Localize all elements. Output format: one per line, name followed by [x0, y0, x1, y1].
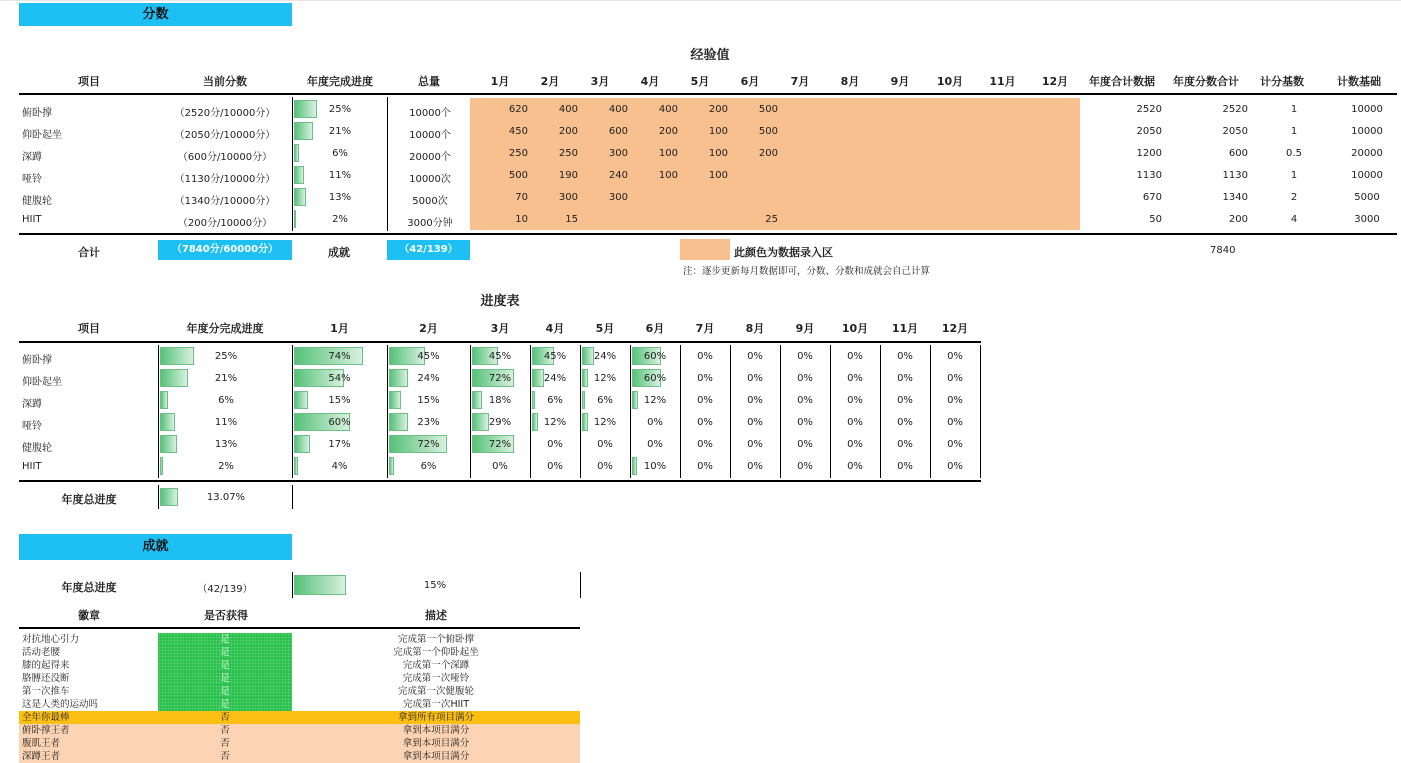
experience-row-month-value[interactable]: 500 — [508, 170, 528, 181]
experience-row-month-value[interactable]: 250 — [558, 148, 578, 159]
badge-desc: 拿到本项目满分 — [402, 738, 470, 749]
progress-row-annual-label: 25% — [214, 351, 238, 362]
badge-name: 活动老腰 — [22, 647, 61, 658]
progress-row-month-label: 0% — [647, 439, 663, 450]
experience-header-17: 年度分数合计 — [1173, 75, 1239, 88]
progress-row-month-label: 0% — [847, 439, 863, 450]
badge-desc: 完成第一个俯卧撑 — [397, 634, 474, 645]
experience-row-month-value[interactable]: 400 — [558, 104, 578, 115]
experience-row-month-value[interactable]: 100 — [708, 126, 728, 137]
progress-row-month-label: 23% — [417, 417, 440, 428]
badge-name: 腹肌王者 — [22, 738, 61, 749]
badge-got: 否 — [220, 738, 230, 749]
progress-row-name: 俯卧撑 — [22, 355, 52, 366]
experience-row-basis: 10000 — [1351, 104, 1383, 115]
progress-row-month-label: 24% — [543, 373, 567, 384]
progress-row-annual-label: 21% — [214, 373, 238, 384]
progress-grid-divider — [930, 345, 931, 478]
progress-row-month-label: 0% — [747, 417, 763, 428]
experience-achievement-label: 成就 — [328, 246, 350, 259]
experience-header-11: 8月 — [840, 75, 860, 88]
progress-grid-divider — [980, 345, 981, 478]
experience-row-month-value[interactable]: 200 — [758, 148, 778, 159]
progress-row-month-label: 24% — [593, 351, 617, 362]
experience-row-base: 1 — [1290, 126, 1298, 137]
progress-row-month-label: 0% — [897, 461, 913, 472]
experience-row-month-value[interactable]: 100 — [658, 170, 678, 181]
progress-total-divider-left — [158, 485, 159, 509]
progress-row-month-label: 0% — [747, 461, 763, 472]
badge-header-underline — [19, 627, 580, 629]
experience-row-name: 仰卧起坐 — [22, 130, 62, 141]
progress-row-month-label: 0% — [547, 461, 563, 472]
progress-row-month-label: 45% — [488, 351, 512, 362]
experience-header-5: 2月 — [540, 75, 560, 88]
progress-row-month-label: 18% — [488, 395, 512, 406]
progress-row-month-label: 0% — [597, 461, 613, 472]
progress-row-month-label: 72% — [417, 439, 440, 450]
experience-header-7: 4月 — [640, 75, 660, 88]
progress-header-7: 6月 — [645, 322, 665, 335]
progress-total-divider-right — [292, 485, 293, 509]
progress-header-11: 10月 — [841, 322, 869, 335]
experience-header-1: 当前分数 — [203, 75, 247, 88]
progress-grid-divider — [580, 345, 581, 478]
progress-row-annual-bar — [160, 413, 175, 431]
experience-row-score: （1130分/10000分） — [174, 174, 276, 185]
progress-header-9: 8月 — [745, 322, 765, 335]
progress-grid-divider — [680, 345, 681, 478]
progress-row-month-label: 72% — [488, 439, 512, 450]
progress-row-annual-bar — [160, 391, 168, 409]
experience-row-basis: 10000 — [1351, 170, 1383, 181]
sum-value: 7840 — [1210, 245, 1236, 256]
experience-row-progress-label: 11% — [328, 170, 352, 181]
progress-grid-divider — [530, 345, 531, 478]
progress-total-bar — [160, 488, 178, 506]
experience-row-score: （2050分/10000分） — [174, 130, 276, 141]
experience-row-total: 10000次 — [409, 174, 451, 185]
experience-total-line — [19, 233, 1397, 235]
progress-row-month-label: 60% — [643, 373, 667, 384]
badge-header-name: 徽章 — [78, 609, 100, 622]
experience-row-basis: 5000 — [1354, 192, 1380, 203]
progress-row-month-label: 12% — [593, 417, 617, 428]
experience-header-8: 5月 — [690, 75, 710, 88]
experience-header-4: 1月 — [490, 75, 510, 88]
progress-row-month-label: 0% — [797, 351, 813, 362]
experience-row-month-value[interactable]: 620 — [508, 104, 528, 115]
experience-row-year-score: 2050 — [1222, 126, 1248, 137]
experience-header-12: 9月 — [890, 75, 910, 88]
progress-row-month-label: 0% — [697, 395, 713, 406]
experience-row-basis: 10000 — [1351, 126, 1383, 137]
progress-row-month-label: 0% — [547, 439, 563, 450]
badge-name: 这是人类的运动吗 — [22, 699, 99, 710]
experience-row-month-value[interactable]: 100 — [708, 170, 728, 181]
experience-row-month-value[interactable]: 200 — [558, 126, 578, 137]
experience-row-total: 10000个 — [409, 108, 451, 119]
experience-header-9: 6月 — [740, 75, 760, 88]
progress-row-month-label: 15% — [328, 395, 351, 406]
progress-row-month-label: 60% — [643, 351, 667, 362]
progress-row-month-label: 45% — [417, 351, 440, 362]
progress-row-month-label: 0% — [897, 351, 913, 362]
progress-header-3: 2月 — [419, 322, 438, 335]
experience-row-year-data: 670 — [1142, 192, 1162, 203]
badge-name: 俯卧撑王者 — [22, 725, 70, 736]
section-title-score: 分数 — [19, 3, 292, 26]
experience-header-15: 12月 — [1041, 75, 1069, 88]
data-entry-area[interactable] — [470, 98, 1080, 230]
progress-row-month-label: 12% — [643, 395, 667, 406]
progress-row-month-label: 0% — [697, 351, 713, 362]
progress-row-month-label: 54% — [328, 373, 351, 384]
progress-row-month-label: 0% — [947, 439, 963, 450]
progress-row-month-label: 0% — [697, 461, 713, 472]
experience-row-base: 4 — [1290, 214, 1298, 225]
progress-header-6: 5月 — [595, 322, 615, 335]
legend-text: 此颜色为数据录入区 — [734, 246, 833, 259]
progress-row-month-label: 6% — [420, 461, 437, 472]
experience-progress-divider-left — [292, 97, 293, 231]
progress-row-month-label: 0% — [597, 439, 613, 450]
badge-desc: 拿到本项目满分 — [402, 725, 470, 736]
experience-row-month-value[interactable]: 100 — [708, 148, 728, 159]
progress-header-4: 3月 — [490, 322, 510, 335]
experience-row-progress-label: 6% — [332, 148, 348, 159]
achievement-progress-divider-left — [292, 572, 293, 598]
progress-grid-divider — [630, 345, 631, 478]
experience-row-month-value[interactable]: 250 — [508, 148, 528, 159]
experience-row-year-score: 200 — [1228, 214, 1248, 225]
progress-row-month-label: 0% — [847, 395, 863, 406]
experience-row-name: HIIT — [22, 214, 42, 225]
progress-header-8: 7月 — [695, 322, 715, 335]
progress-grid-divider — [470, 345, 471, 478]
progress-row-month-label: 29% — [488, 417, 512, 428]
badge-desc: 完成第一个仰卧起坐 — [393, 647, 479, 658]
progress-row-month-label: 12% — [593, 373, 617, 384]
badge-got: 否 — [220, 712, 230, 723]
progress-row-month-label: 10% — [643, 461, 667, 472]
progress-header-10: 9月 — [795, 322, 815, 335]
badge-desc: 完成第一个深蹲 — [402, 660, 470, 671]
badge-name: 全年你最棒 — [22, 712, 70, 723]
badge-got: 是 — [220, 634, 230, 645]
experience-header-2: 年度完成进度 — [307, 75, 373, 88]
experience-row-total: 10000个 — [409, 130, 451, 141]
experience-row-month-value[interactable]: 100 — [658, 148, 678, 159]
achievement-total-value: （42/139） — [197, 584, 253, 595]
experience-row-progress-bar — [294, 144, 299, 162]
progress-row-name: 仰卧起坐 — [22, 377, 62, 388]
experience-achievement-value: （42/139） — [387, 240, 470, 260]
progress-row-month-label: 0% — [947, 373, 963, 384]
progress-row-month-label: 0% — [947, 461, 963, 472]
experience-row-month-value[interactable]: 25 — [765, 214, 778, 225]
experience-row-total: 20000个 — [409, 152, 451, 163]
progress-row-month-label: 0% — [897, 395, 913, 406]
experience-row-progress-bar — [294, 122, 313, 140]
progress-row-month-label: 17% — [328, 439, 351, 450]
badge-desc: 拿到所有项目满分 — [397, 712, 474, 723]
section-title-achievement: 成就 — [19, 534, 292, 560]
experience-row-year-data: 2520 — [1136, 104, 1162, 115]
progress-grid-divider — [387, 345, 388, 478]
experience-row-month-value[interactable]: 300 — [608, 192, 628, 203]
progress-row-month-label: 72% — [488, 373, 512, 384]
experience-row-score: （2520分/10000分） — [174, 108, 276, 119]
badge-header-desc: 描述 — [425, 609, 447, 622]
experience-row-year-score: 2520 — [1222, 104, 1248, 115]
progress-row-annual-bar — [160, 347, 194, 365]
badge-got: 否 — [220, 751, 230, 762]
achievement-progress-divider-right — [580, 572, 581, 598]
experience-row-progress-bar — [294, 210, 296, 228]
progress-total-value: 13.07% — [206, 492, 246, 503]
experience-header-10: 7月 — [790, 75, 810, 88]
progress-row-month-label: 0% — [847, 461, 863, 472]
badge-name: 膝的起得来 — [22, 660, 70, 671]
experience-row-year-data: 1200 — [1136, 148, 1162, 159]
badge-name: 第一次推车 — [22, 686, 70, 697]
experience-row-month-value[interactable]: 400 — [658, 104, 678, 115]
note-text: 注：逐步更新每月数据即可，分数、分数和成就会自己计算 — [683, 266, 931, 277]
progress-header-5: 4月 — [545, 322, 565, 335]
experience-header-0: 项目 — [78, 75, 100, 88]
progress-row-month-label: 0% — [747, 373, 763, 384]
experience-header-18: 计分基数 — [1260, 75, 1304, 88]
experience-row-month-value[interactable]: 300 — [608, 148, 628, 159]
badge-got: 是 — [220, 660, 230, 671]
progress-row-month-label: 0% — [492, 461, 508, 472]
badge-got: 否 — [220, 725, 230, 736]
achievement-progress-bar — [294, 575, 346, 595]
progress-total-line — [19, 480, 981, 482]
achievement-total-label: 年度总进度 — [61, 581, 117, 594]
progress-grid-divider — [830, 345, 831, 478]
badge-got: 是 — [220, 686, 230, 697]
experience-row-basis: 20000 — [1351, 148, 1383, 159]
experience-row-name: 健腹轮 — [22, 196, 52, 207]
progress-row-month-label: 0% — [797, 417, 813, 428]
progress-row-month-label: 0% — [797, 461, 813, 472]
experience-row-total: 5000次 — [412, 196, 448, 207]
progress-row-month-label: 6% — [547, 395, 563, 406]
progress-row-month-label: 0% — [697, 417, 713, 428]
experience-header-6: 3月 — [590, 75, 610, 88]
experience-title: 经验值 — [690, 48, 730, 63]
experience-header-14: 11月 — [989, 75, 1016, 88]
progress-row-month-label: 60% — [328, 417, 351, 428]
experience-row-name: 俯卧撑 — [22, 108, 52, 119]
experience-row-year-data: 50 — [1149, 214, 1162, 225]
experience-progress-divider-right — [387, 97, 388, 231]
experience-row-month-value[interactable]: 450 — [508, 126, 528, 137]
experience-row-month-value[interactable]: 500 — [758, 126, 778, 137]
sheet-top-border — [0, 0, 1401, 1]
experience-header-19: 计数基础 — [1337, 75, 1381, 88]
progress-row-month-label: 0% — [847, 417, 863, 428]
progress-row-annual-label: 6% — [218, 395, 234, 406]
progress-row-month-label: 0% — [847, 373, 863, 384]
experience-row-month-value[interactable]: 400 — [608, 104, 628, 115]
progress-row-name: 深蹲 — [22, 399, 42, 410]
progress-row-month-label: 6% — [597, 395, 613, 406]
experience-row-year-data: 1130 — [1136, 170, 1162, 181]
badge-desc: 拿到本项目满分 — [402, 751, 470, 762]
experience-row-name: 哑铃 — [22, 174, 42, 185]
experience-row-total: 3000分钟 — [407, 218, 453, 229]
progress-table-title: 进度表 — [480, 294, 520, 309]
experience-row-year-score: 600 — [1228, 148, 1248, 159]
progress-row-name: HIIT — [22, 461, 42, 472]
progress-row-annual-label: 11% — [214, 417, 238, 428]
experience-row-month-value[interactable]: 70 — [515, 192, 528, 203]
progress-row-month-label: 15% — [417, 395, 440, 406]
experience-row-year-data: 2050 — [1136, 126, 1162, 137]
experience-row-score: （600分/10000分） — [177, 152, 273, 163]
experience-row-month-value[interactable]: 200 — [658, 126, 678, 137]
experience-row-month-value[interactable]: 300 — [558, 192, 578, 203]
experience-row-month-value[interactable]: 240 — [608, 170, 628, 181]
progress-row-annual-bar — [160, 435, 177, 453]
progress-total-label: 年度总进度 — [61, 493, 117, 506]
badge-header-got: 是否获得 — [204, 609, 248, 622]
experience-header-3: 总量 — [418, 75, 440, 88]
progress-row-month-label: 0% — [897, 417, 913, 428]
progress-row-month-label: 0% — [747, 439, 763, 450]
experience-row-base: 1 — [1290, 170, 1298, 181]
progress-row-month-label: 0% — [897, 439, 913, 450]
badge-desc: 完成第一次健腹轮 — [397, 686, 474, 697]
progress-row-month-label: 0% — [797, 395, 813, 406]
progress-grid-divider — [780, 345, 781, 478]
progress-header-1: 年度分完成进度 — [186, 322, 264, 335]
experience-row-year-score: 1340 — [1222, 192, 1248, 203]
experience-row-month-value[interactable]: 500 — [758, 104, 778, 115]
experience-row-base: 2 — [1290, 192, 1298, 203]
experience-header-13: 10月 — [936, 75, 964, 88]
progress-row-month-label: 0% — [947, 351, 963, 362]
progress-row-name: 哑铃 — [22, 421, 42, 432]
badge-desc: 完成第一次哑铃 — [402, 673, 470, 684]
experience-row-month-value[interactable]: 10 — [515, 214, 528, 225]
badge-got: 是 — [220, 699, 230, 710]
experience-row-score: （200分/10000分） — [177, 218, 273, 229]
progress-row-month-label: 0% — [947, 417, 963, 428]
progress-row-annual-bar — [160, 457, 163, 475]
experience-row-month-value[interactable]: 200 — [708, 104, 728, 115]
badge-got: 是 — [220, 647, 230, 658]
badge-name: 深蹲王者 — [22, 751, 61, 762]
experience-row-progress-label: 2% — [332, 214, 348, 225]
progress-row-month-label: 0% — [747, 351, 763, 362]
progress-row-annual-label: 13% — [214, 439, 238, 450]
progress-row-month-label: 0% — [697, 373, 713, 384]
progress-row-month-label: 0% — [797, 373, 813, 384]
experience-total-value: （7840分/60000分） — [158, 240, 292, 260]
experience-total-label: 合计 — [78, 246, 100, 259]
experience-row-year-score: 1130 — [1222, 170, 1248, 181]
progress-header-12: 11月 — [891, 322, 919, 335]
progress-header-0: 项目 — [78, 322, 100, 335]
progress-header-13: 12月 — [941, 322, 969, 335]
progress-row-month-label: 12% — [543, 417, 567, 428]
experience-row-progress-bar — [294, 166, 304, 184]
progress-header-2: 1月 — [330, 322, 349, 335]
progress-row-month-label: 74% — [328, 351, 351, 362]
experience-row-month-value[interactable]: 600 — [608, 126, 628, 137]
progress-row-month-label: 24% — [417, 373, 440, 384]
experience-header-16: 年度合计数据 — [1089, 75, 1155, 88]
progress-row-name: 健腹轮 — [22, 443, 52, 454]
experience-row-basis: 3000 — [1354, 214, 1380, 225]
progress-row-month-label: 0% — [947, 395, 963, 406]
badge-name: 胳膊还没断 — [22, 673, 70, 684]
experience-row-base: 0.5 — [1286, 148, 1302, 159]
legend-color-swatch — [680, 239, 730, 260]
experience-row-progress-label: 25% — [328, 104, 352, 115]
progress-row-month-label: 0% — [697, 439, 713, 450]
badge-name: 对抗地心引力 — [22, 634, 80, 645]
progress-row-month-label: 45% — [543, 351, 567, 362]
progress-grid-divider — [730, 345, 731, 478]
experience-row-progress-label: 21% — [328, 126, 352, 137]
experience-row-month-value[interactable]: 15 — [565, 214, 578, 225]
progress-grid-divider — [158, 345, 159, 478]
progress-row-month-label: 0% — [797, 439, 813, 450]
experience-row-name: 深蹲 — [22, 152, 42, 163]
progress-grid-divider — [292, 345, 293, 478]
progress-row-month-label: 0% — [747, 395, 763, 406]
progress-row-month-label: 0% — [647, 417, 663, 428]
progress-row-month-label: 4% — [331, 461, 348, 472]
progress-header-underline — [19, 341, 981, 343]
experience-row-month-value[interactable]: 190 — [558, 170, 578, 181]
progress-grid-divider — [880, 345, 881, 478]
progress-row-annual-label: 2% — [218, 461, 234, 472]
achievement-progress-label: 15% — [423, 580, 447, 591]
badge-desc: 完成第一次HIIT — [402, 699, 470, 710]
progress-row-month-label: 0% — [847, 351, 863, 362]
experience-header-underline — [19, 93, 1397, 95]
experience-row-progress-label: 13% — [328, 192, 352, 203]
badge-got: 是 — [220, 673, 230, 684]
experience-row-progress-bar — [294, 188, 306, 206]
progress-row-month-label: 0% — [897, 373, 913, 384]
experience-row-base: 1 — [1290, 104, 1298, 115]
experience-row-score: （1340分/10000分） — [174, 196, 276, 207]
progress-row-annual-bar — [160, 369, 188, 387]
experience-row-progress-bar — [294, 100, 317, 118]
